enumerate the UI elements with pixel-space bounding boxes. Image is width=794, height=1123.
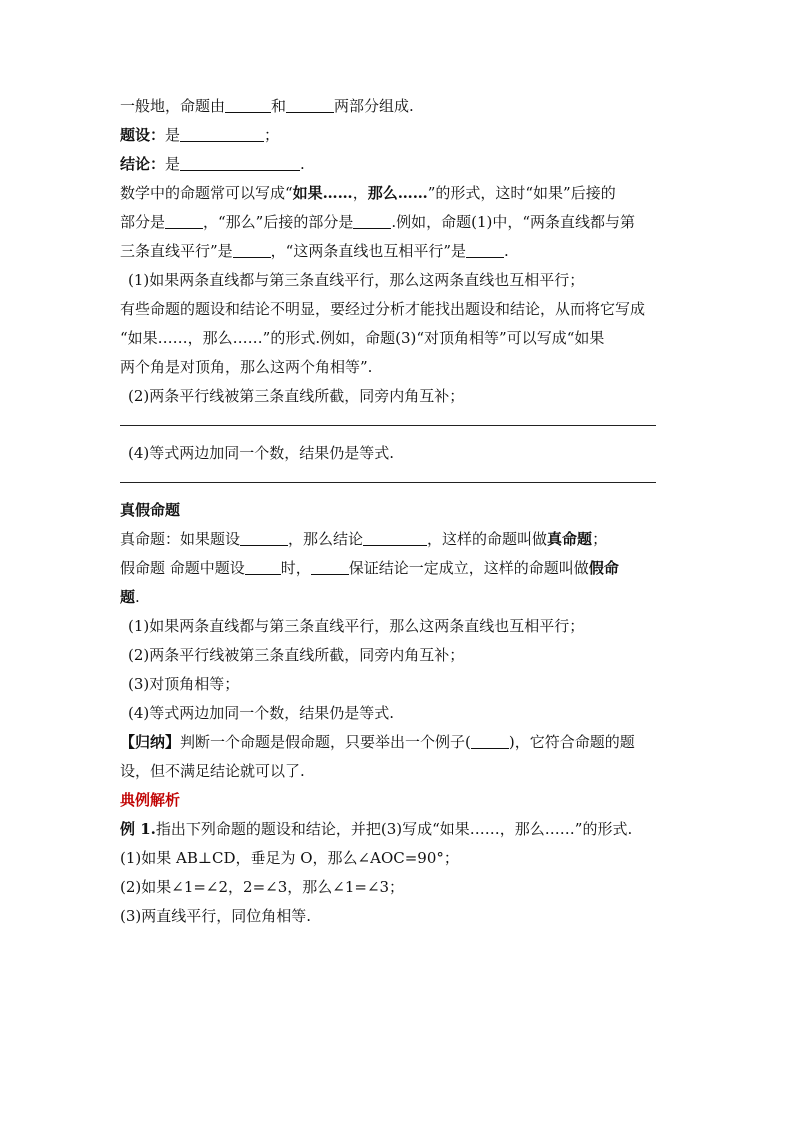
document-page: 一般地，命题由 和 两部分组成. 题设：是 ； 结论：是 . 数学中的命题常可以写成“如果……，那么……”的形式，这时“如果”后接的 部分是 ，“那么”后接的部分是 .例如，命题(1)中，“两条直线都与第 三条直线平行”是 ，“这两条直线也互相平行”是 . (1)如果两条直线都与第三条直线平行，那么这两条直线也互相平行； 有些命题的题设和结论不明显，要经过分析才能找出题设和结论，从而将它写成 “如果……，那么……”的形式.例如，命题(3)“对顶角相等”可以写成“如果 两个角是对顶角，那么这两个角相等”. (2)两条平行线被第三条直线所截，同旁内角互补； (4)等式两边加同一个数，结果仍是等式. 真假命题 真命题：如果题设 ，那么结论 ，这样的命题叫做真命题； 假命题 命题中题设 时， 保证结论一定成立，这样的命题叫做假命 题. (1)如果两条直线都与第三条直线平行，那么这两条直线也互相平行； (2)两条平行线被第三条直线所截，同旁内角互补； (3)对顶角相等； (4)等式两边加同一个数，结果仍是等式. 【归纳】判断一个命题是假命题，只要举出一个例子( )，它符合命题的题 设，但不满足结论就可以了. 典例解析 例 1.指出下列命题的题设和结论，并把(3)写成“如果……，那么……”的形式. (1)如果 AB⊥CD，垂足为 O，那么∠AOC=90°； (2)如果∠1=∠2，2=∠3，那么∠1=∠3； (3)两直线平行，同位角相等.: [120, 92, 680, 931]
list-item: (1)如果 AB⊥CD，垂足为 O，那么∠AOC=90°；: [120, 849, 459, 867]
example-statement: (1)如果两条直线都与第三条直线平行，那么这两条直线也互相平行；: [128, 271, 585, 289]
false-proposition-line: 假命题 命题中题设 时， 保证结论一定成立，这样的命题叫做假命: [120, 559, 619, 577]
example-statement: (2)两条平行线被第三条直线所截，同旁内角互补；: [128, 387, 465, 405]
fill-blank[interactable]: [180, 126, 264, 142]
section-title: 典例解析: [120, 791, 181, 809]
fill-blank[interactable]: [180, 155, 300, 171]
fill-blank[interactable]: [165, 213, 203, 229]
list-item: (3)两直线平行，同位角相等.: [120, 907, 312, 925]
fill-blank[interactable]: [286, 97, 334, 113]
fill-blank[interactable]: [363, 530, 427, 546]
fill-blank[interactable]: [353, 213, 391, 229]
conclusion-line: 结论：是 .: [120, 155, 305, 173]
fill-blank[interactable]: [245, 559, 281, 575]
form-paragraph: 数学中的命题常可以写成“如果……，那么……”的形式，这时“如果”后接的 部分是 ，“那么”后接的部分是 .例如，命题(1)中，“两条直线都与第 三条直线平行”是 ，“这两条直线也互相平行”是 .: [120, 184, 636, 260]
example-statement: (4)等式两边加同一个数，结果仍是等式.: [128, 444, 395, 462]
hypothesis-line: 题设：是 ；: [120, 126, 280, 144]
intro-line: 一般地，命题由 和 两部分组成.: [120, 97, 414, 115]
list-item: (2)两条平行线被第三条直线所截，同旁内角互补；: [128, 646, 465, 664]
fill-blank[interactable]: [240, 530, 288, 546]
summary-line: 【归纳】判断一个命题是假命题，只要举出一个例子( )，它符合命题的题: [120, 733, 635, 751]
example-1: 例 1.指出下列命题的题设和结论，并把(3)写成“如果……，那么……”的形式.: [120, 820, 633, 838]
list-item: (3)对顶角相等；: [128, 675, 240, 693]
fill-blank[interactable]: [225, 97, 271, 113]
obscure-paragraph: 有些命题的题设和结论不明显，要经过分析才能找出题设和结论，从而将它写成 “如果……，那么……”的形式.例如，命题(3)“对顶角相等”可以写成“如果 两个角是对顶角，那么这两个角相等”.: [120, 300, 646, 376]
true-proposition-line: 真命题：如果题设 ，那么结论 ，这样的命题叫做真命题；: [120, 530, 608, 548]
list-item: (4)等式两边加同一个数，结果仍是等式.: [128, 704, 395, 722]
list-item: (1)如果两条直线都与第三条直线平行，那么这两条直线也互相平行；: [128, 617, 585, 635]
section-heading: 真假命题: [120, 501, 181, 519]
list-item: (2)如果∠1=∠2，2=∠3，那么∠1=∠3；: [120, 878, 405, 896]
answer-line[interactable]: [120, 482, 656, 483]
proposition-list: [120, 612, 680, 728]
fill-blank[interactable]: [233, 242, 271, 258]
fill-blank[interactable]: [311, 559, 349, 575]
answer-line[interactable]: [120, 425, 656, 426]
fill-blank[interactable]: [466, 242, 504, 258]
fill-blank[interactable]: [471, 733, 509, 749]
